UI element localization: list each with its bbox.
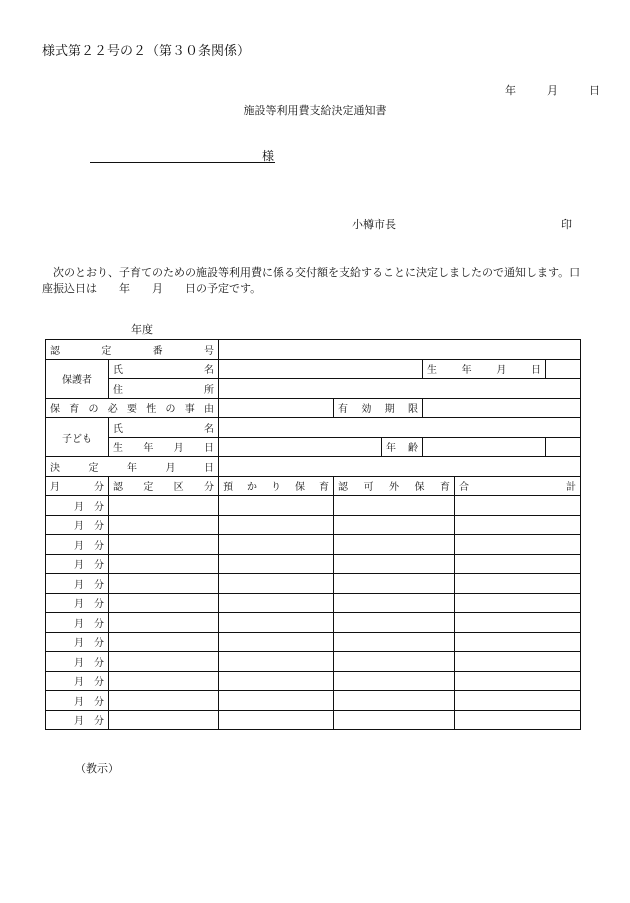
valid-period-value bbox=[423, 398, 581, 418]
unlicensed-care-cell bbox=[334, 574, 455, 594]
issue-date bbox=[505, 82, 600, 98]
total-cell bbox=[455, 671, 581, 691]
month-row bbox=[46, 593, 581, 613]
month-label: 月 分 bbox=[46, 535, 109, 555]
necessity-reason-value bbox=[219, 398, 334, 418]
cert-category-cell bbox=[109, 593, 219, 613]
total-cell bbox=[455, 613, 581, 633]
month-label: 月 分 bbox=[46, 710, 109, 730]
issuer-name: 小樽市長 bbox=[352, 218, 396, 231]
unlicensed-care-header: 認可外保育 bbox=[334, 476, 455, 496]
unlicensed-care-cell bbox=[334, 613, 455, 633]
month-row bbox=[46, 515, 581, 535]
child-name-value bbox=[219, 418, 581, 438]
temporary-care-cell bbox=[219, 554, 334, 574]
total-cell bbox=[455, 652, 581, 672]
guardian-birthdate-value bbox=[546, 359, 581, 379]
cert-category-cell bbox=[109, 496, 219, 516]
month-row bbox=[46, 574, 581, 594]
addressee-suffix: 様 bbox=[262, 149, 275, 163]
cert-category-cell bbox=[109, 671, 219, 691]
total-cell bbox=[455, 554, 581, 574]
document-title: 施設等利用費支給決定通知書 bbox=[243, 104, 387, 117]
month-label: 月 分 bbox=[46, 515, 109, 535]
total-cell bbox=[455, 535, 581, 555]
guardian-birthdate-label: 生年月日 bbox=[423, 359, 546, 379]
temporary-care-cell bbox=[219, 613, 334, 633]
child-age-extra bbox=[546, 437, 581, 457]
total-cell bbox=[455, 710, 581, 730]
temporary-care-cell bbox=[219, 652, 334, 672]
date-day: 日 bbox=[589, 84, 600, 97]
child-age-value bbox=[423, 437, 546, 457]
cert-category-cell bbox=[109, 710, 219, 730]
addressee-line bbox=[90, 150, 275, 163]
date-month: 月 bbox=[547, 84, 558, 97]
temporary-care-cell bbox=[219, 691, 334, 711]
temporary-care-cell bbox=[219, 632, 334, 652]
fiscal-year-label: 年度 bbox=[131, 323, 153, 336]
unlicensed-care-cell bbox=[334, 691, 455, 711]
guardian-address-value bbox=[219, 379, 581, 399]
child-birthdate-value bbox=[219, 437, 382, 457]
valid-period-label: 有効期限 bbox=[334, 398, 423, 418]
total-cell bbox=[455, 574, 581, 594]
cert-category-cell bbox=[109, 613, 219, 633]
temporary-care-header: 預かり保育 bbox=[219, 476, 334, 496]
month-label: 月 分 bbox=[46, 691, 109, 711]
unlicensed-care-cell bbox=[334, 496, 455, 516]
month-row bbox=[46, 632, 581, 652]
temporary-care-cell bbox=[219, 535, 334, 555]
temporary-care-cell bbox=[219, 710, 334, 730]
unlicensed-care-cell bbox=[334, 710, 455, 730]
decision-date-value bbox=[219, 457, 581, 477]
cert-category-cell bbox=[109, 691, 219, 711]
child-name-label: 氏 名 bbox=[109, 418, 219, 438]
month-label: 月 分 bbox=[46, 554, 109, 574]
temporary-care-cell bbox=[219, 671, 334, 691]
month-row bbox=[46, 710, 581, 730]
total-cell bbox=[455, 515, 581, 535]
month-label: 月 分 bbox=[46, 613, 109, 633]
form-number: 様式第２２号の２（第３０条関係） bbox=[42, 44, 251, 59]
cert-category-cell bbox=[109, 554, 219, 574]
month-row bbox=[46, 496, 581, 516]
cert-category-cell bbox=[109, 535, 219, 555]
month-row bbox=[46, 554, 581, 574]
decision-table bbox=[45, 339, 581, 730]
month-row bbox=[46, 613, 581, 633]
date-year: 年 bbox=[505, 84, 516, 97]
month-row bbox=[46, 691, 581, 711]
unlicensed-care-cell bbox=[334, 671, 455, 691]
total-cell bbox=[455, 593, 581, 613]
notification-text: 次のとおり、子育てのための施設等利用費に係る交付額を支給することに決定しましたので通知します。口座振込日は 年 月 日の予定です。 bbox=[42, 266, 581, 295]
month-column-header: 月 分 bbox=[46, 476, 109, 496]
unlicensed-care-cell bbox=[334, 632, 455, 652]
temporary-care-cell bbox=[219, 515, 334, 535]
seal-mark: 印 bbox=[561, 218, 572, 231]
cert-category-cell bbox=[109, 574, 219, 594]
total-cell bbox=[455, 632, 581, 652]
unlicensed-care-cell bbox=[334, 535, 455, 555]
temporary-care-cell bbox=[219, 593, 334, 613]
unlicensed-care-cell bbox=[334, 652, 455, 672]
unlicensed-care-cell bbox=[334, 515, 455, 535]
month-label: 月 分 bbox=[46, 574, 109, 594]
month-label: 月 分 bbox=[46, 671, 109, 691]
guardian-label: 保護者 bbox=[46, 359, 109, 398]
temporary-care-cell bbox=[219, 574, 334, 594]
total-cell bbox=[455, 496, 581, 516]
child-label: 子ども bbox=[46, 418, 109, 457]
child-birthdate-label: 生年月日 bbox=[109, 437, 219, 457]
guardian-address-label: 住 所 bbox=[109, 379, 219, 399]
cert-category-header: 認定区分 bbox=[109, 476, 219, 496]
month-row bbox=[46, 652, 581, 672]
decision-date-label: 決 定 年 月 日 bbox=[46, 457, 219, 477]
month-label: 月 分 bbox=[46, 652, 109, 672]
month-label: 月 分 bbox=[46, 496, 109, 516]
cert-number-label: 認 定 番 号 bbox=[46, 340, 219, 360]
unlicensed-care-cell bbox=[334, 554, 455, 574]
guardian-name-value bbox=[219, 359, 423, 379]
total-cell bbox=[455, 691, 581, 711]
cert-category-cell bbox=[109, 632, 219, 652]
month-row bbox=[46, 535, 581, 555]
cert-number-value bbox=[219, 340, 581, 360]
month-row bbox=[46, 671, 581, 691]
appeal-notice: （教示） bbox=[75, 762, 119, 775]
cert-category-cell bbox=[109, 515, 219, 535]
child-age-label: 年齢 bbox=[382, 437, 423, 457]
necessity-reason-label: 保育の必要性の事由 bbox=[46, 398, 219, 418]
month-label: 月 分 bbox=[46, 593, 109, 613]
amount-header-row bbox=[46, 476, 581, 496]
cert-category-cell bbox=[109, 652, 219, 672]
month-label: 月 分 bbox=[46, 632, 109, 652]
unlicensed-care-cell bbox=[334, 593, 455, 613]
temporary-care-cell bbox=[219, 496, 334, 516]
guardian-name-label: 氏 名 bbox=[109, 359, 219, 379]
total-header: 合 計 bbox=[455, 476, 581, 496]
